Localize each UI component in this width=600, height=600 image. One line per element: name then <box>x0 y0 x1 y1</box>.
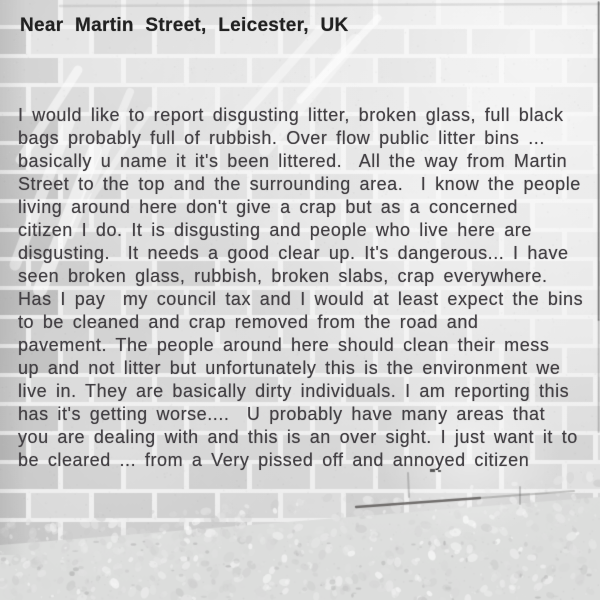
report-line: live in. They are basically dirty individuals. I am reporting this <box>18 381 570 401</box>
report-line: disgusting. It needs a good clear up. It's dangerous... I have <box>18 243 569 263</box>
report-description <box>18 104 600 472</box>
report-line: Street to the top and the surrounding area. I know the people <box>18 174 581 194</box>
report-line: be cleared ... from a Very pissed off and annoyed citizen <box>18 450 530 470</box>
report-location-title: Near Martin Street, Leicester, UK <box>20 15 349 36</box>
report-line: basically u name it it's been littered. All the way from Martin <box>18 151 568 171</box>
report-line: has it's getting worse.... U probably have many areas that <box>18 404 546 424</box>
report-line: I would like to report disgusting litter, broken glass, full black <box>18 105 564 125</box>
report-line: pavement. The people around here should clean their mess <box>18 335 550 355</box>
report-line: to be cleaned and crap removed from the road and <box>18 312 479 332</box>
report-line: citizen I do. It is disgusting and people who live here are <box>18 220 532 240</box>
report-line: up and not litter but unfortunately this is the environment we <box>18 358 561 378</box>
report-line: bags probably full of rubbish. Over flow public litter bins ... <box>18 128 545 148</box>
report-line: Has I pay my council tax and I would at least expect the bins <box>18 289 584 309</box>
report-line: you are dealing with and this is an over sight. I just want it to <box>18 427 578 447</box>
report-line: living around here don't give a crap but as a concerned <box>18 197 518 217</box>
report-line: seen broken glass, rubbish, broken slabs, crap everywhere. <box>18 266 548 286</box>
